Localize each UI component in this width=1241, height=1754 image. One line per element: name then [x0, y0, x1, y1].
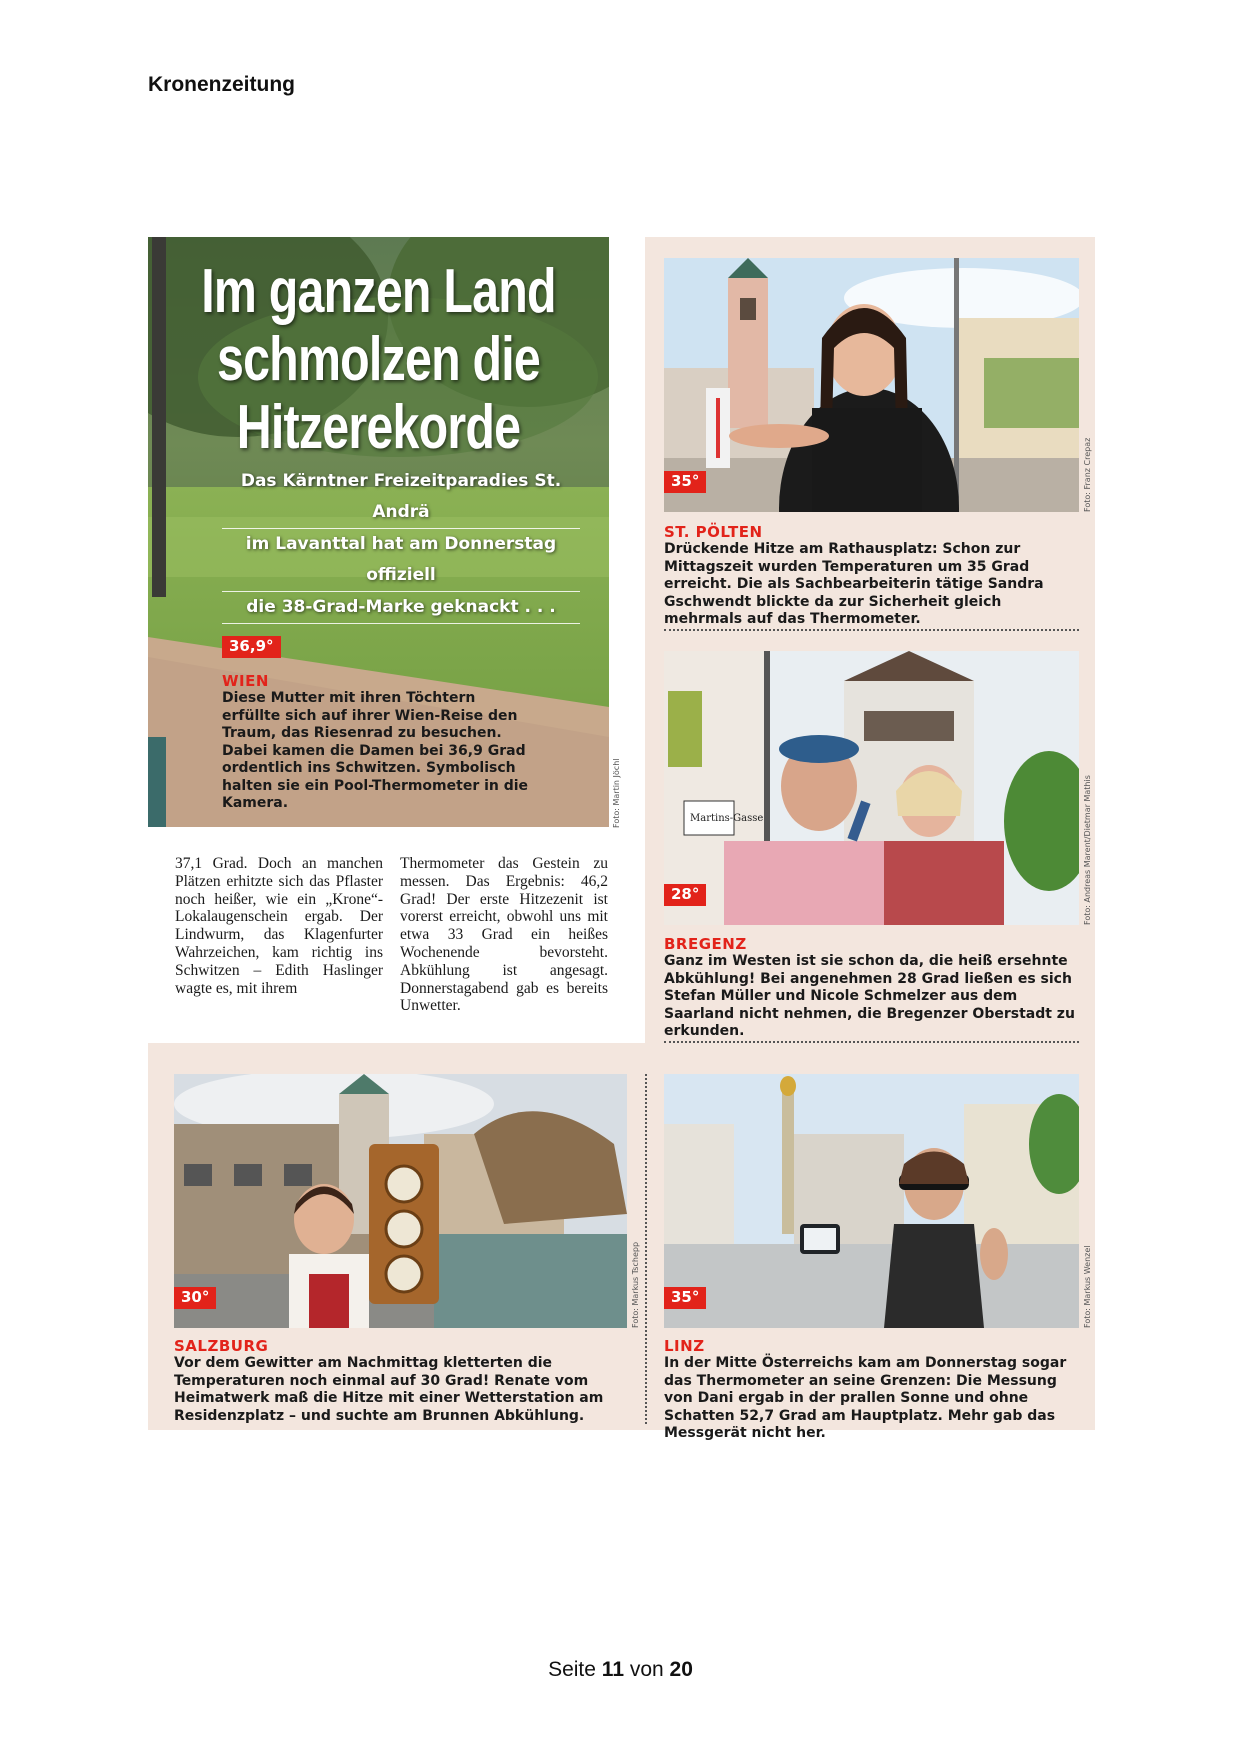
photo-credit-linz: Foto: Markus Wenzel [1083, 1245, 1092, 1328]
headline-line-1: Im ganzen Land [201, 257, 556, 326]
city-label-stpoelten: ST. PÖLTEN [664, 523, 763, 541]
salzburg-photo [174, 1074, 627, 1328]
photo-credit-bregenz: Foto: Andreas Marent/Dietmar Mathis [1083, 775, 1092, 925]
city-label-linz: LINZ [664, 1337, 705, 1355]
city-label-bregenz: BREGENZ [664, 935, 747, 953]
page-total: 20 [669, 1658, 693, 1681]
subtitle-line-1: Das Kärntner Freizeitparadies St. Andrä [222, 466, 580, 529]
publication-name: Kronenzeitung [148, 73, 295, 96]
headline-line-2: schmolzen die [216, 325, 541, 394]
body-column-2: Thermometer das Gestein zu messen. Das Ergebnis: 46,2 Grad! Der erste Hitzezenit ist vorerst erreicht, obwohl uns mit etwa 33 Grad ein heißes Wochenende bevorsteht. Abkühlung ist angesagt. Donnerstagabend gab es bereits Unwetter. [400, 855, 608, 1015]
subtitle-line-3: die 38-Grad-Marke geknackt . . . [222, 592, 580, 624]
page-footer [0, 1658, 1241, 1682]
page-prefix: Seite [548, 1658, 596, 1681]
city-label-wien: WIEN [222, 672, 269, 690]
street-sign-text: Martins-Gasse [690, 813, 764, 824]
page-number: 11 [601, 1658, 624, 1681]
temperature-badge-linz: 35° [664, 1287, 706, 1309]
linz-photo [664, 1074, 1079, 1328]
photo-credit-salzburg: Foto: Markus Tschepp [631, 1241, 640, 1328]
temperature-badge-bregenz: 28° [664, 884, 706, 906]
bregenz-photo [664, 651, 1079, 925]
caption-linz: In der Mitte Österreichs kam am Donnerstag sogar das Thermometer an seine Grenzen: Die Messung von Dani ergab in der prallen Sonne und ohne Schatten 52,7 Grad am Hauptplatz. Mehr gab das Messgerät nicht her. [664, 1355, 1067, 1441]
stpoelten-photo [664, 258, 1079, 512]
divider-2 [664, 1041, 1079, 1043]
subtitle [222, 466, 580, 624]
photo-credit-wien: Foto: Martin Jöchl [612, 758, 621, 828]
subtitle-line-2: im Lavanttal hat am Donnerstag offiziell [222, 529, 580, 592]
caption-wien: Diese Mutter mit ihren Töchtern erfüllte sich auf ihrer Wien-Reise den Traum, das Riesenrad zu besuchen. Dabei kamen die Damen bei 36,9 Grad ordentlich ins Schwitzen. Symbolisch halten sie ein Pool-Thermometer in die Kamera. [222, 690, 529, 811]
caption-bregenz: Ganz im Westen ist sie schon da, die heiß ersehnte Abkühlung! Bei angenehmen 28 Grad ließen es sich Stefan Müller und Nicole Schmelzer aus dem Saarland nicht nehmen, die Bregenzer Oberstadt zu erkunden. [664, 953, 1075, 1039]
divider-vertical [645, 1074, 647, 1424]
headline-line-3: Hitzerekorde [236, 393, 521, 462]
body-column-1: 37,1 Grad. Doch an manchen Plätzen erhitzte sich das Pflaster noch heißer, wie ein „Krone“-Lokalaugenschein ergab. Der Lindwurm, das Klagenfurter Wahrzeichen, kam richtig ins Schwitzen – Edith Haslinger wagte es, mit ihrem [175, 855, 383, 997]
temperature-badge-wien: 36,9° [222, 636, 281, 658]
temperature-badge-salzburg: 30° [174, 1287, 216, 1309]
photo-credit-stpoelten: Foto: Franz Crepaz [1083, 437, 1092, 512]
caption-stpoelten: Drückende Hitze am Rathausplatz: Schon zur Mittagszeit wurden Temperaturen um 35 Grad erreicht. Die als Sachbearbeiterin tätige Sandra Gschwendt blickte da zur Sicherheit gleich mehrmals auf das Thermometer. [664, 541, 1044, 627]
headline [148, 258, 609, 462]
divider-1 [664, 629, 1079, 631]
temperature-badge-stpoelten: 35° [664, 471, 706, 493]
page-middle: von [629, 1658, 664, 1681]
caption-salzburg: Vor dem Gewitter am Nachmittag kletterten die Temperaturen noch einmal auf 30 Grad! Renate vom Heimatwerk maß die Hitze mit einer Wetterstation am Residenzplatz – und suchte am Brunnen Abkühlung. [174, 1355, 604, 1424]
city-label-salzburg: SALZBURG [174, 1337, 269, 1355]
